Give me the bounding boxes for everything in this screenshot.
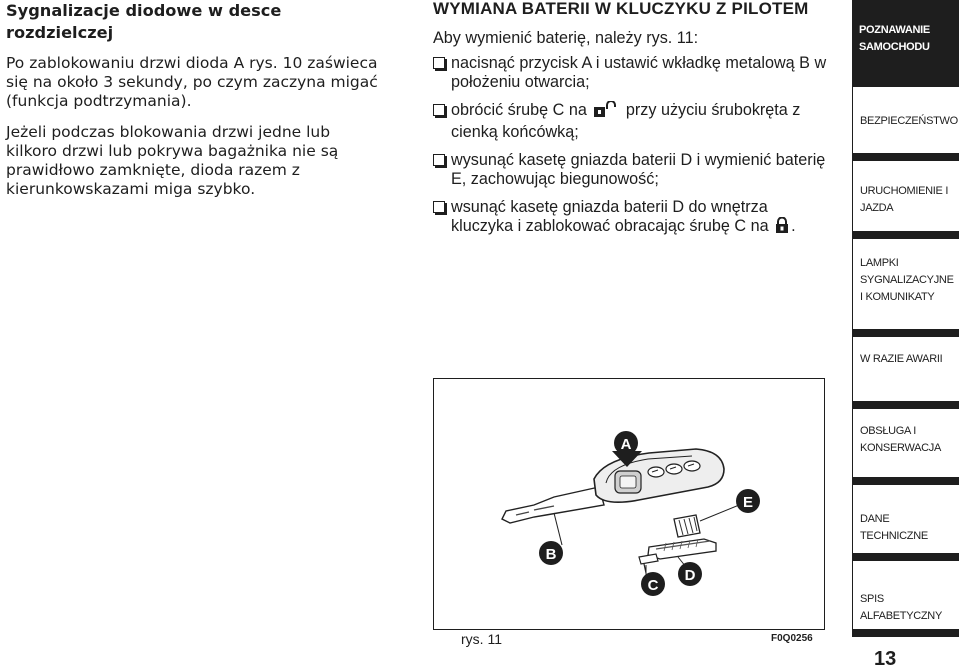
figure-caption: rys. 11 (461, 631, 502, 647)
checkbox-bullet-icon (433, 104, 445, 116)
screw-part (639, 554, 658, 573)
checkbox-bullet-icon (433, 154, 445, 166)
key-illustration (434, 379, 823, 628)
middle-column (433, 0, 833, 248)
tab-label: W RAZIE AWARII (860, 353, 943, 365)
svg-text:D: D (684, 567, 696, 584)
tab-label: DANE TECHNICZNE (860, 513, 928, 542)
section-title: WYMIANA BATERII W KLUCZYKU Z PILOTEM (433, 0, 809, 18)
svg-text:B: B (545, 546, 557, 563)
label-a (614, 431, 638, 455)
key-blade (502, 487, 604, 523)
svg-text:C: C (647, 577, 659, 594)
label-d (678, 562, 702, 586)
step-text: wysunąć kasetę gniazda baterii D i wymienić baterię E, zachowując biegunowość; (451, 151, 826, 188)
list-item (433, 151, 833, 189)
key-body (594, 449, 724, 502)
lock-icon (775, 217, 789, 239)
tab-label: BEZPIECZEŃSTWO (860, 115, 958, 127)
tab-obsluga-i-konserwacja[interactable] (852, 409, 959, 485)
battery-cell (674, 515, 700, 537)
tab-label: OBSŁUGA I KONSERWACJA (860, 425, 942, 454)
list-item (433, 198, 833, 239)
intro-text: Aby wymienić baterię, należy rys. 11: (433, 29, 699, 47)
tab-uruchomienie-i-jazda[interactable] (852, 161, 959, 239)
figure-code: F0Q0256 (771, 633, 813, 644)
step-text: . (791, 217, 796, 235)
chapter-tabs (852, 0, 959, 671)
list-item (433, 54, 833, 92)
step-text: wsunąć kasetę gniazda baterii D do wnętrza kluczyka i zablokować obracając śrubę C na (451, 198, 774, 235)
tab-dane-techniczne[interactable] (852, 485, 959, 561)
svg-text:A: A (620, 436, 632, 453)
left-column (6, 0, 381, 199)
label-b (539, 541, 563, 565)
list-item (433, 101, 833, 142)
tab-w-razie-awarii[interactable] (852, 337, 959, 409)
tab-label: URUCHOMIENIE I JAZDA (860, 185, 949, 214)
unlock-icon (593, 101, 619, 123)
section-title: Sygnalizacje diodowe w desce rozdzielczej (6, 1, 282, 42)
checkbox-bullet-icon (433, 57, 445, 69)
step-text: przy użyciu śrubokręta z cienką końcówką; (451, 101, 801, 141)
step-text: nacisnąć przycisk A i ustawić wkładkę metalową B w położeniu otwarcia; (451, 54, 827, 91)
key-battery-figure (433, 378, 825, 630)
tab-lampki-sygnalizacyjne[interactable] (852, 239, 959, 337)
label-e (736, 489, 760, 513)
tab-poznawanie-samochodu[interactable] (852, 0, 959, 87)
paragraph: Po zablokowaniu drzwi dioda A rys. 10 zaświeca się na około 3 sekundy, po czym zaczyna migać (funkcja podtrzymania). (6, 54, 378, 110)
tab-label: LAMPKI SYGNALIZACYJNE I KOMUNIKATY (860, 257, 954, 303)
page-number: 13 (874, 648, 897, 670)
svg-text:E: E (742, 494, 754, 511)
tab-label: POZNAWANIE SAMOCHODU (859, 24, 930, 53)
step-text: obrócić śrubę C na (451, 101, 592, 119)
tab-spis-alfabetyczny[interactable] (852, 561, 959, 637)
steps-list (433, 54, 833, 239)
label-c (641, 572, 665, 596)
tab-label: SPIS ALFABETYCZNY (860, 593, 942, 622)
battery-cassette (648, 539, 716, 559)
checkbox-bullet-icon (433, 201, 445, 213)
paragraph: Jeżeli podczas blokowania drzwi jedne lub kilkoro drzwi lub pokrywa bagażnika nie są prawidłowo zamknięte, dioda razem z kierunkowskazami miga szybko. (6, 123, 339, 198)
tab-bezpieczenstwo[interactable] (852, 87, 959, 161)
